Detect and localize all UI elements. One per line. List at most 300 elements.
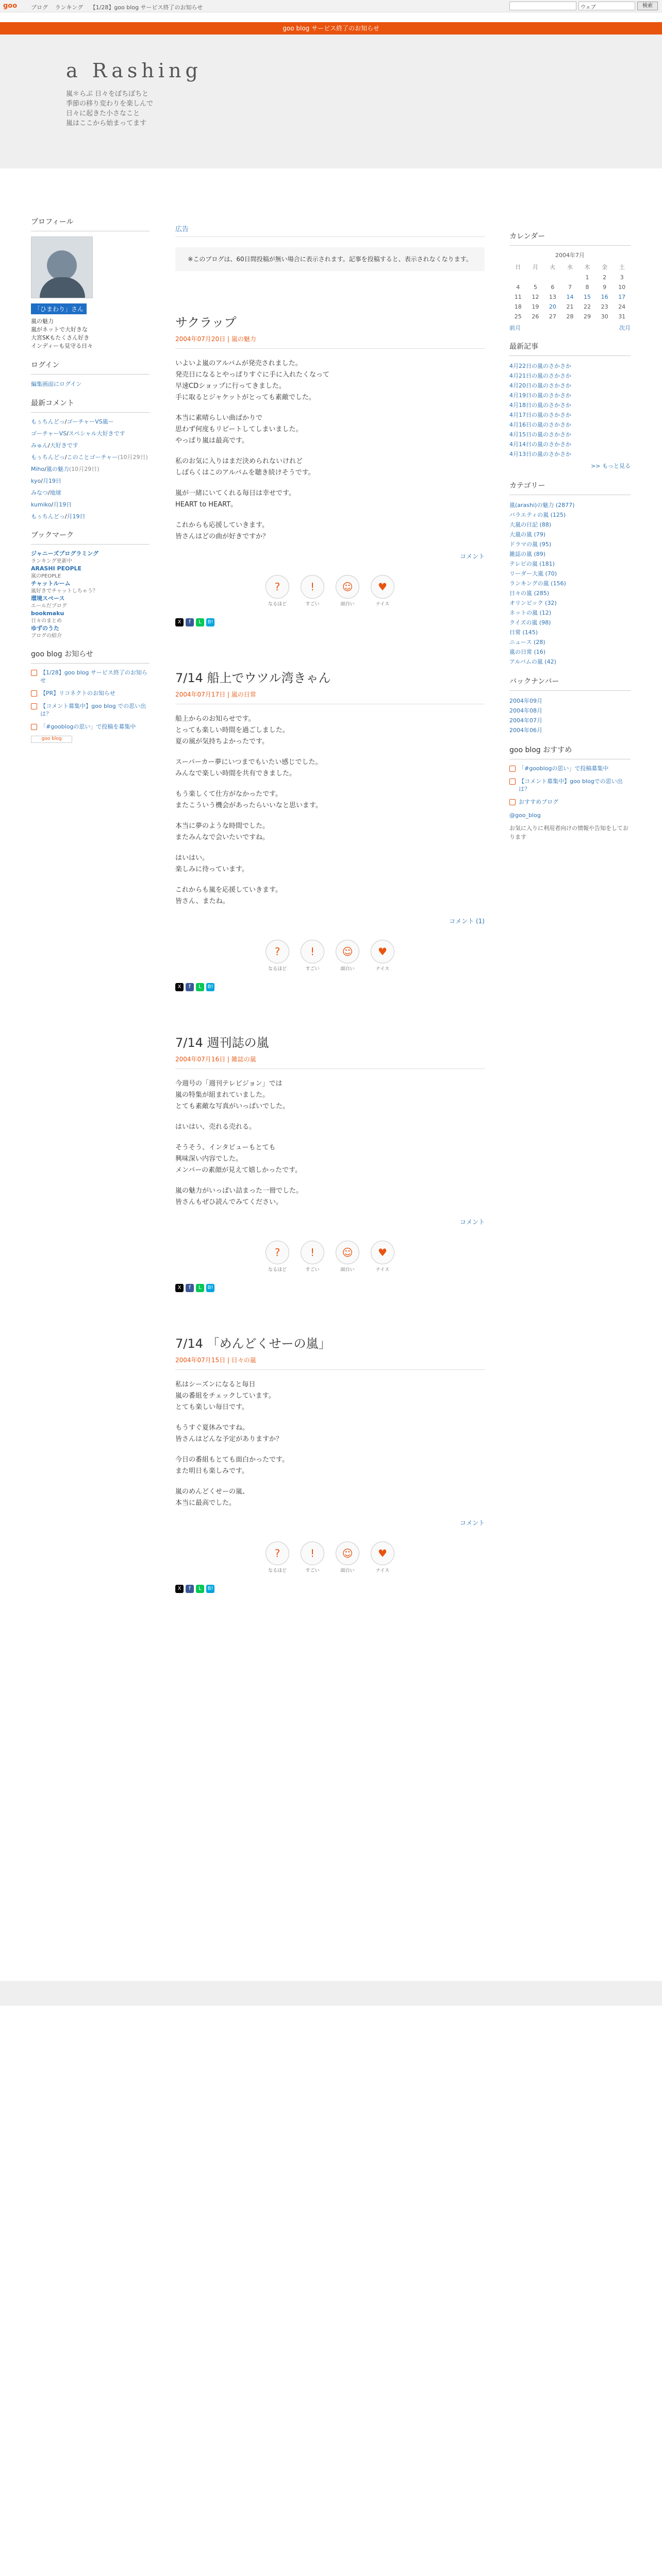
post-paragraph: はいはい、売れる売れる。: [175, 1123, 256, 1131]
post-paragraph: 私はシーズンになると毎日 嵐の番組をチェックしています。 とても楽しい毎日です。: [175, 1381, 275, 1411]
calendar-day[interactable]: 20: [549, 303, 556, 310]
blog-post: [175, 1032, 485, 1292]
post-date[interactable]: 2004年07月17日 | 嵐の日常: [175, 690, 485, 704]
reaction-icon: !: [301, 575, 324, 599]
top-links: [31, 3, 208, 11]
post-paragraph: はいはい。 楽しみに待っています。: [175, 854, 249, 873]
bookmark-link[interactable]: チャットルーム: [31, 580, 71, 587]
recent-comment: もぅちんどっ/ゴーチャーVS嵐ー: [31, 418, 114, 425]
reaction-button[interactable]: [336, 1541, 359, 1573]
post-body: [175, 1078, 485, 1208]
reaction-icon: !: [301, 1241, 324, 1264]
recent-comment: みなつ/地球: [31, 489, 61, 496]
calendar-next[interactable]: 次月: [619, 325, 631, 331]
goo-banner[interactable]: goo blog: [31, 736, 72, 743]
post-paragraph: 今日の番組もとても面白かったです。 また明日も楽しみです。: [175, 1456, 289, 1475]
recent-comment: ゴーチャーVS/スペシャル大好きです: [31, 430, 125, 437]
calendar-day: [544, 273, 561, 282]
category-link[interactable]: バラエティの嵐 (125): [509, 512, 566, 518]
calendar-day: [509, 273, 527, 282]
recent-post-link[interactable]: 4月13日の嵐のさかさか: [509, 451, 571, 457]
bookmark-desc: 嵐のPEOPLE: [31, 573, 61, 579]
osusume-link[interactable]: 【コメント募集中】goo blogでの思い出は？: [519, 778, 623, 792]
reaction-icon: ♥: [371, 1541, 394, 1565]
category-link[interactable]: 大嵐の日記 (88): [509, 521, 552, 528]
top-link-ranking[interactable]: ランキング: [55, 4, 84, 11]
recent-comment-text[interactable]: 月19日: [53, 501, 72, 508]
post-title[interactable]: 7/14 週刊誌の嵐: [175, 1036, 269, 1050]
bookmark-desc: ランキング更新中: [31, 558, 72, 564]
x-icon[interactable]: X: [175, 1284, 184, 1292]
reaction-icon: !: [301, 940, 324, 963]
reaction-label: 面白い: [340, 967, 355, 972]
reaction-button[interactable]: [301, 1541, 324, 1573]
osusume-link[interactable]: 「#gooblogの思い」で投稿募集中: [519, 765, 609, 772]
calendar-week: [509, 312, 631, 321]
category-link[interactable]: ネットの嵐 (12): [509, 609, 552, 616]
osusume-item[interactable]: [509, 777, 631, 793]
bookmark-desc: ブログの紹介: [31, 633, 62, 639]
login-heading: ログイン: [31, 360, 150, 375]
login-link[interactable]: 編集画面にログイン: [31, 381, 82, 387]
calendar-day[interactable]: 11: [514, 294, 522, 300]
recent-post-link[interactable]: 4月21日の嵐のさかさか: [509, 372, 571, 379]
news-link[interactable]: 【コメント募集中】goo blog での思い出は？: [40, 703, 146, 717]
recent-comment-name[interactable]: みゅん: [31, 442, 48, 449]
recent-post-link[interactable]: 4月14日の嵐のさかさか: [509, 441, 571, 448]
recent-comment-name[interactable]: kumiko: [31, 501, 52, 508]
goo-osusume: [509, 744, 631, 841]
recent-comment-date: (10月29日): [118, 454, 148, 461]
line-icon[interactable]: L: [196, 983, 204, 991]
hatena-icon[interactable]: B!: [206, 618, 214, 626]
recent-comment-text[interactable]: スペシャル大好きです: [68, 430, 125, 437]
blog-post: [175, 1333, 485, 1593]
recent-post-link[interactable]: 4月15日の嵐のさかさか: [509, 431, 571, 438]
top-link-notice[interactable]: 【1/28】goo blog サービス終了のお知らせ: [90, 4, 203, 11]
share-buttons: [175, 1284, 485, 1292]
bookmark-link[interactable]: ジャニーズプログラミング: [31, 550, 99, 557]
recent-posts-heading: 最新記事: [509, 341, 631, 356]
recent-comment-name[interactable]: Miho: [31, 466, 45, 472]
news-icon: [31, 703, 37, 709]
post-paragraph: もう楽しくて仕方がなかったです。 またこういう機会があったらいいなと思います。: [175, 790, 322, 809]
calendar-day[interactable]: 27: [549, 313, 556, 320]
calendar-day[interactable]: 13: [549, 294, 556, 300]
reaction-button[interactable]: [371, 1241, 394, 1273]
category-link[interactable]: 日々の嵐 (285): [509, 590, 550, 597]
reaction-icon: ☺: [336, 575, 359, 599]
recent-comment: Miho/嵐の魅力(10月29日): [31, 466, 100, 472]
calendar-day-name: 土: [619, 264, 625, 270]
calendar-week: [509, 273, 631, 282]
reaction-icon: ?: [266, 1541, 289, 1565]
calendar-day[interactable]: 24: [618, 303, 626, 310]
x-icon[interactable]: X: [175, 1585, 184, 1593]
reaction-button[interactable]: [371, 940, 394, 972]
calendar-day[interactable]: 16: [601, 294, 608, 300]
category-link[interactable]: 日常 (145): [509, 629, 538, 636]
news-link[interactable]: 「#gooblogの思い」で投稿を募集中: [40, 723, 136, 730]
category-link[interactable]: アルバムの嵐 (42): [509, 658, 556, 665]
recent-comment-name[interactable]: もぅちんどっ: [31, 418, 65, 425]
calendar-month: 2004年7月: [555, 252, 585, 259]
calendar-day-name: 月: [532, 264, 538, 270]
reaction-button[interactable]: [266, 1541, 289, 1573]
reaction-icon: ☺: [336, 1541, 359, 1565]
bookmark-desc: 嵐好きでチャットしちゃう？: [31, 588, 98, 594]
news-link[interactable]: 【1/28】goo blog サービス終了のお知らせ: [40, 669, 147, 684]
reaction-button[interactable]: [266, 940, 289, 972]
profile-text: 嵐の魅力 嵐がネットで大好きな 大宮SKもたくさん好き インディーも見守る日々: [31, 318, 93, 349]
osusume-icon: [509, 766, 516, 772]
calendar-day[interactable]: 17: [618, 294, 626, 300]
post-paragraph: 今週号の「週刊テレビジョン」では 嵐の特集が組まれていました。 とても素敵な写真がいっぱいでした。: [175, 1080, 290, 1110]
blog-post: [175, 312, 485, 626]
twitter-account[interactable]: @goo_blog: [509, 812, 541, 819]
bookmark-desc: 日々のまとめ: [31, 618, 62, 624]
category-link[interactable]: 嵐の日常 (16): [509, 649, 546, 655]
reaction-label: なるほど: [268, 1267, 287, 1273]
hatena-icon[interactable]: B!: [206, 1585, 214, 1593]
bookmark-link[interactable]: ゆずのうた: [31, 625, 59, 632]
category-link[interactable]: ドラマの嵐 (95): [509, 541, 552, 548]
calendar-day[interactable]: 4: [516, 284, 520, 291]
osusume-heading: goo blog おすすめ: [509, 744, 631, 759]
reaction-buttons: [175, 1241, 485, 1273]
recent-post-link[interactable]: 4月18日の嵐のさかさか: [509, 402, 571, 409]
category-link[interactable]: オリンピック (32): [509, 600, 557, 606]
calendar-day[interactable]: 2: [603, 274, 607, 281]
calendar-day[interactable]: 5: [533, 284, 537, 291]
reaction-icon: ?: [266, 575, 289, 599]
calendar-day-name: 水: [567, 264, 573, 270]
reaction-button[interactable]: [336, 940, 359, 972]
archive-link[interactable]: 2004年07月: [509, 717, 542, 724]
reaction-label: すごい: [305, 1267, 320, 1273]
blog-post: [175, 668, 485, 991]
archive-link[interactable]: 2004年06月: [509, 727, 542, 734]
news-item[interactable]: [31, 669, 150, 684]
recent-comment-text[interactable]: 月19日: [67, 513, 86, 520]
recent-comment-name[interactable]: kyo: [31, 478, 41, 484]
line-icon[interactable]: L: [196, 618, 204, 626]
post-date[interactable]: 2004年07月20日 | 嵐の魅力: [175, 334, 485, 349]
post-paragraph: 嵐が一緒にいてくれる毎日は幸せです。 HEART to HEART。: [175, 489, 295, 509]
news-item[interactable]: [31, 723, 150, 731]
category-link[interactable]: 雑誌の嵐 (89): [509, 551, 546, 557]
recent-comment-text[interactable]: 嵐の魅力: [46, 466, 69, 472]
recent-comment-text[interactable]: このことゴーチャー: [67, 454, 118, 461]
blog-header: [0, 35, 662, 168]
reaction-button[interactable]: [266, 575, 289, 607]
calendar-day[interactable]: 18: [514, 303, 522, 310]
calendar-day[interactable]: 8: [585, 284, 589, 291]
reaction-label: ナイス: [375, 1267, 390, 1273]
recent-comment-name[interactable]: もぅちんどっ: [31, 454, 65, 461]
bookmark-link[interactable]: bookmaku: [31, 610, 64, 617]
reaction-label: なるほど: [268, 1568, 287, 1573]
osusume-icon: [509, 778, 516, 785]
reaction-icon: ☺: [336, 940, 359, 963]
post-paragraph: スーパーカー夢にいつまでもいたい感じでした。 みんなで楽しい時間を共有できました。: [175, 758, 322, 777]
recent-post-link[interactable]: 4月20日の嵐のさかさか: [509, 382, 571, 389]
news-icon: [31, 724, 37, 730]
main-content: [175, 216, 485, 1593]
osusume-item[interactable]: [509, 798, 631, 806]
hatena-icon[interactable]: B!: [206, 983, 214, 991]
calendar-day[interactable]: 26: [532, 313, 539, 320]
calendar-week: [509, 282, 631, 292]
post-date[interactable]: 2004年07月15日 | 日々の嵐: [175, 1355, 485, 1370]
recent-more-link[interactable]: >> もっと見る: [591, 463, 631, 469]
reaction-icon: ♥: [371, 575, 394, 599]
calendar-day[interactable]: 19: [532, 303, 539, 310]
post-paragraph: 本当に素晴らしい曲ばかりで 思わず何度もリピートしてしまいました。 やっぱり嵐は最高です。: [175, 414, 303, 445]
osusume-link[interactable]: おすすめブログ: [519, 799, 559, 805]
archive-link[interactable]: 2004年09月: [509, 698, 542, 704]
share-buttons: [175, 1585, 485, 1593]
reaction-buttons: [175, 940, 485, 972]
post-paragraph: 嵐の魅力がいっぱい詰まった一冊でした。 皆さんもぜひ読んでみてください。: [175, 1187, 303, 1206]
category-link[interactable]: 嵐(arashi)の魅力 (2877): [509, 502, 575, 509]
calendar-heading: カレンダー: [509, 231, 631, 246]
comment-link[interactable]: コメント: [459, 1218, 485, 1226]
account-text: お気に入りに利用者向けの情報や告知をしております: [509, 825, 628, 840]
calendar-day[interactable]: 29: [584, 313, 591, 320]
line-icon[interactable]: L: [196, 1585, 204, 1593]
recent-post-link[interactable]: 4月19日の嵐のさかさか: [509, 392, 571, 399]
facebook-icon[interactable]: f: [186, 618, 194, 626]
recent-comment-text[interactable]: 地球: [49, 489, 61, 496]
news-item[interactable]: [31, 689, 150, 697]
blog-description: 嵐＊らぶ 日々をぼちぼちと 季節の移り変わりを楽しんで 日々に起きた小さなこと 嵐はここから始まってます: [66, 90, 154, 127]
facebook-icon[interactable]: f: [186, 1284, 194, 1292]
recent-comment-name[interactable]: みなつ: [31, 489, 48, 496]
reaction-label: 面白い: [340, 1267, 355, 1273]
post-body: [175, 358, 485, 543]
reaction-button[interactable]: [301, 940, 324, 972]
osusume-icon: [509, 799, 516, 805]
recent-comment: もぅちんどっ/このことゴーチャー(10月29日): [31, 454, 148, 461]
calendar-day[interactable]: 14: [566, 294, 574, 300]
reaction-buttons: [175, 1541, 485, 1573]
facebook-icon[interactable]: f: [186, 1585, 194, 1593]
recent-post-link[interactable]: 4月22日の嵐のさかさか: [509, 363, 571, 369]
post-paragraph: 本当に夢のような時間でした。 またみんなで会いたいですね。: [175, 822, 270, 841]
calendar-week: [509, 302, 631, 312]
archive-heading: バックナンバー: [509, 676, 631, 691]
recent-comment-text[interactable]: ゴーチャーVS嵐ー: [67, 418, 114, 425]
recent-comment: kumiko/月19日: [31, 501, 72, 508]
categories: [509, 480, 631, 667]
calendar-day[interactable]: 22: [584, 303, 591, 310]
reaction-label: ナイス: [375, 1568, 390, 1573]
calendar-day[interactable]: 12: [532, 294, 539, 300]
post-paragraph: もうすぐ夏休みですね。 皆さんはどんな予定がありますか？: [175, 1424, 283, 1443]
search-button[interactable]: 検索: [637, 2, 658, 10]
recent-comment-text[interactable]: 月19日: [42, 478, 61, 484]
comment-link[interactable]: コメント (1): [449, 918, 485, 925]
reaction-icon: ☺: [336, 1241, 359, 1264]
reaction-button[interactable]: [301, 575, 324, 607]
reaction-icon: ♥: [371, 1241, 394, 1264]
x-icon[interactable]: X: [175, 618, 184, 626]
profile-heading: プロフィール: [31, 216, 150, 231]
reaction-label: 面白い: [340, 1568, 355, 1573]
reaction-label: すごい: [305, 1568, 320, 1573]
avatar[interactable]: [31, 236, 93, 298]
goo-news: [31, 649, 150, 743]
reaction-buttons: [175, 575, 485, 607]
calendar-day-name: 木: [584, 264, 590, 270]
reaction-icon: ?: [266, 940, 289, 963]
goo-logo[interactable]: goo: [3, 2, 18, 10]
news-item[interactable]: [31, 702, 150, 718]
post-title[interactable]: 7/14 「めんどくせーの嵐」: [175, 1336, 331, 1351]
right-sidebar: [509, 231, 631, 841]
calendar-day: [527, 273, 544, 282]
calendar-day[interactable]: 1: [585, 274, 589, 281]
calendar-day-name: 金: [602, 264, 608, 270]
reaction-button[interactable]: [336, 575, 359, 607]
calendar-day[interactable]: 28: [566, 313, 574, 320]
bookmarks: [31, 530, 150, 639]
category-link[interactable]: 大嵐の嵐 (79): [509, 531, 546, 538]
post-title[interactable]: サクラップ: [175, 315, 237, 330]
post-paragraph: 船上からのお知らせです。 とっても楽しい時間を過ごしました。 夏の風が気持ちよかったです。: [175, 715, 289, 745]
osusume-item[interactable]: [509, 765, 631, 772]
calendar-day[interactable]: 21: [566, 303, 574, 310]
news-heading: goo blog お知らせ: [31, 649, 150, 664]
ad-label[interactable]: 広告: [175, 224, 485, 237]
calendar-day-name: 日: [515, 264, 521, 270]
calendar-day[interactable]: 31: [618, 313, 626, 320]
reaction-label: すごい: [305, 602, 320, 607]
top-link-blog[interactable]: ブログ: [31, 4, 48, 11]
recent-post-link[interactable]: 4月16日の嵐のさかさか: [509, 421, 571, 428]
reaction-icon: !: [301, 1541, 324, 1565]
reaction-icon: ♥: [371, 940, 394, 963]
service-end-notice[interactable]: goo blog サービス終了のお知らせ: [0, 22, 662, 35]
comment-link[interactable]: コメント: [459, 1519, 485, 1527]
category-link[interactable]: ランキングの嵐 (156): [509, 580, 566, 587]
calendar-day[interactable]: 23: [601, 303, 608, 310]
news-icon: [31, 690, 37, 697]
line-icon[interactable]: L: [196, 1284, 204, 1292]
reaction-label: ナイス: [375, 967, 390, 972]
category-link[interactable]: ニュース (28): [509, 639, 545, 646]
recent-comment-name[interactable]: ゴーチャーVS: [31, 430, 67, 437]
post-date[interactable]: 2004年07月16日 | 雑誌の嵐: [175, 1055, 485, 1069]
x-icon[interactable]: X: [175, 983, 184, 991]
profile-name[interactable]: 「ひまわり」さん: [31, 303, 87, 314]
calendar-day-name: 火: [550, 264, 556, 270]
share-buttons: [175, 618, 485, 626]
categories-heading: カテゴリー: [509, 480, 631, 495]
bookmark-link[interactable]: 環境スペース: [31, 595, 65, 602]
reaction-label: なるほど: [268, 967, 287, 972]
post-paragraph: これからも嵐を応援していきます。 皆さん、またね。: [175, 886, 282, 905]
category-link[interactable]: テレビの嵐 (181): [509, 561, 555, 567]
recent-comments: [31, 398, 150, 520]
category-link[interactable]: クイズの嵐 (98): [509, 619, 551, 626]
calendar-day[interactable]: 6: [551, 284, 555, 291]
reaction-button[interactable]: [371, 1541, 394, 1573]
top-bar: [0, 0, 662, 12]
recent-comment: みゅん/大好きです: [31, 442, 78, 449]
reaction-label: ナイス: [375, 602, 390, 607]
post-body: [175, 714, 485, 907]
search-input[interactable]: [509, 2, 576, 10]
calendar-day[interactable]: 25: [514, 313, 522, 320]
calendar-prev[interactable]: 前月: [509, 325, 521, 331]
hatena-icon[interactable]: B!: [206, 1284, 214, 1292]
calendar-day[interactable]: 3: [620, 274, 624, 281]
news-icon: [31, 670, 37, 676]
post-title[interactable]: 7/14 船上でウツル湾きゃん: [175, 671, 331, 685]
calendar-week: [509, 292, 631, 302]
reaction-icon: ?: [266, 1241, 289, 1264]
blog-title[interactable]: a Rashing: [66, 59, 202, 82]
post-paragraph: 私のお気に入りはまだ決められないけれど しばらくはこのアルバムを聴き続けそうです。: [175, 457, 315, 477]
reaction-label: 面白い: [340, 602, 355, 607]
post-paragraph: いよいよ嵐のアルバムが発売されました。 発売日になるとやっぱりすぐに手に入れたくなって 早速CDショップに行ってきました。 手に取るとジャケットがとっても素敵でした。: [175, 360, 330, 401]
reaction-button[interactable]: [301, 1241, 324, 1273]
share-buttons: [175, 983, 485, 991]
calendar-day[interactable]: 9: [603, 284, 607, 291]
search-scope-select[interactable]: ウェブ: [578, 2, 635, 10]
archive: [509, 676, 631, 735]
calendar-day[interactable]: 30: [601, 313, 608, 320]
recent-comment: もぅちんどっ/月19日: [31, 513, 86, 520]
news-link[interactable]: 【PR】リコネクトのお知らせ: [40, 690, 115, 697]
calendar: [509, 251, 631, 332]
top-search: [509, 2, 658, 10]
recent-posts: [509, 341, 631, 471]
archive-link[interactable]: 2004年08月: [509, 707, 542, 714]
post-paragraph: これからも応援していきます。 皆さんはどの曲が好きですか？: [175, 521, 270, 540]
recent-comment-text[interactable]: 大好きです: [49, 442, 78, 449]
post-paragraph: そうそう、インタビューもとても 興味深い内容でした。 メンバーの素顔が見えて嬉しかったです。: [175, 1144, 302, 1174]
left-sidebar: [31, 216, 150, 743]
calendar-day: [561, 273, 579, 282]
reaction-button[interactable]: [266, 1241, 289, 1273]
bookmarks-heading: ブックマーク: [31, 530, 150, 545]
recent-post-link[interactable]: 4月17日の嵐のさかさか: [509, 412, 571, 418]
calendar-day[interactable]: 10: [618, 284, 626, 291]
calendar-day[interactable]: 15: [584, 294, 591, 300]
recent-comments-heading: 最新コメント: [31, 398, 150, 413]
comment-link[interactable]: コメント: [459, 553, 485, 560]
reaction-button[interactable]: [336, 1241, 359, 1273]
facebook-icon[interactable]: f: [186, 983, 194, 991]
page-divider: [0, 1981, 662, 2006]
reaction-label: すごい: [305, 967, 320, 972]
bookmark-link[interactable]: ARASHI PEOPLE: [31, 565, 82, 572]
recent-comment-date: (10月29日): [69, 466, 100, 472]
reaction-button[interactable]: [371, 575, 394, 607]
post-body: [175, 1379, 485, 1509]
reaction-label: なるほど: [268, 602, 287, 607]
calendar-day[interactable]: 7: [568, 284, 572, 291]
recent-comment-name[interactable]: もぅちんどっ: [31, 513, 65, 520]
inactive-note: ※このブログは、60日間投稿が無い場合に表示されます。記事を投稿すると、表示されなくなります。: [175, 247, 485, 271]
recent-comment: kyo/月19日: [31, 478, 61, 484]
category-link[interactable]: リーダー大嵐 (70): [509, 570, 557, 577]
post-paragraph: 嵐のめんどくせーの嵐、 本当に最高でした。: [175, 1488, 250, 1507]
bookmark-desc: エールだプログ: [31, 603, 67, 609]
